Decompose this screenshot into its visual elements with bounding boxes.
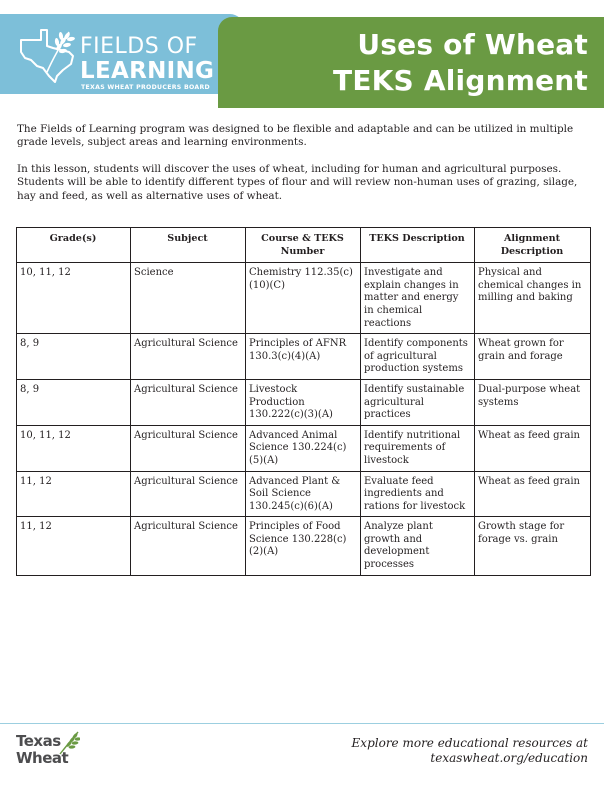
cell-alignment-description: Wheat as feed grain (475, 425, 591, 471)
cell-subject: Agricultural Science (131, 517, 246, 575)
cell-grades: 8, 9 (17, 379, 131, 425)
table-row (17, 425, 591, 471)
column-header-subject: Subject (131, 228, 246, 263)
cell-subject: Science (131, 263, 246, 334)
texas-wheat-logo-texas: Texas (16, 732, 61, 750)
intro-text (17, 123, 587, 203)
logo-text-fields-of: FIELDS OF (80, 34, 198, 59)
fields-of-learning-logo (0, 14, 244, 94)
table-header-row (17, 228, 591, 263)
logo-subline: TEXAS WHEAT PRODUCERS BOARD (81, 84, 210, 91)
cell-grades: 10, 11, 12 (17, 263, 131, 334)
footer-cta-link[interactable]: texaswheat.org/education (430, 751, 588, 765)
cell-course-teks: Principles of Food Science 130.228(c)(2)(A) (246, 517, 361, 575)
cell-teks-description: Identify sustainable agricultural practices (361, 379, 475, 425)
footer-cta (352, 736, 588, 766)
cell-subject: Agricultural Science (131, 425, 246, 471)
page-title-line2: TEKS Alignment (333, 64, 588, 97)
column-header-grades: Grade(s) (17, 228, 131, 263)
cell-subject: Agricultural Science (131, 471, 246, 517)
cell-teks-description: Evaluate feed ingredients and rations for livestock (361, 471, 475, 517)
cell-subject: Agricultural Science (131, 379, 246, 425)
logo-text-learning: LEARNING (80, 58, 215, 84)
table-row (17, 334, 591, 380)
cell-subject: Agricultural Science (131, 334, 246, 380)
teks-alignment-table (16, 227, 591, 576)
wheat-stalk-icon (58, 730, 80, 756)
cell-course-teks: Advanced Plant & Soil Science 130.245(c)(6)(A) (246, 471, 361, 517)
cell-course-teks: Advanced Animal Science 130.224(c)(5)(A) (246, 425, 361, 471)
cell-course-teks: Livestock Production 130.222(c)(3)(A) (246, 379, 361, 425)
cell-grades: 10, 11, 12 (17, 425, 131, 471)
cell-alignment-description: Growth stage for forage vs. grain (475, 517, 591, 575)
column-header-teks-description: TEKS Description (361, 228, 475, 263)
cell-grades: 8, 9 (17, 334, 131, 380)
cell-grades: 11, 12 (17, 517, 131, 575)
texas-wheat-logo-icon (17, 26, 79, 84)
column-header-alignment-description: Alignment Description (475, 228, 591, 263)
table-row (17, 517, 591, 575)
footer-cta-text: Explore more educational resources at (351, 736, 588, 750)
table-row (17, 379, 591, 425)
column-header-course-teks: Course & TEKS Number (246, 228, 361, 263)
cell-teks-description: Investigate and explain changes in matter and energy in chemical reactions (361, 263, 475, 334)
texas-wheat-logo (16, 732, 86, 772)
page-title-line1: Uses of Wheat (357, 28, 588, 61)
cell-course-teks: Principles of AFNR 130.3(c)(4)(A) (246, 334, 361, 380)
footer-divider (0, 723, 604, 724)
table-row (17, 263, 591, 334)
cell-alignment-description: Wheat as feed grain (475, 471, 591, 517)
cell-teks-description: Analyze plant growth and development processes (361, 517, 475, 575)
intro-paragraph-1: The Fields of Learning program was designed to be flexible and adaptable and can be utilized in multiple grade levels, subject areas and learning environments. (17, 123, 574, 149)
title-banner (218, 17, 604, 108)
texas-wheat-logo-wheat: Wheat (16, 749, 69, 767)
cell-course-teks: Chemistry 112.35(c)(10)(C) (246, 263, 361, 334)
cell-grades: 11, 12 (17, 471, 131, 517)
page-header (0, 0, 604, 110)
cell-alignment-description: Wheat grown for grain and forage (475, 334, 591, 380)
cell-alignment-description: Dual-purpose wheat systems (475, 379, 591, 425)
cell-teks-description: Identify nutritional requirements of livestock (361, 425, 475, 471)
cell-teks-description: Identify components of agricultural production systems (361, 334, 475, 380)
cell-alignment-description: Physical and chemical changes in milling and baking (475, 263, 591, 334)
intro-paragraph-2: In this lesson, students will discover the uses of wheat, including for human and agricultural purposes. Students will be able to identify different types of flour and will review non-human uses of grazing, silage, hay and feed, as well as alternative uses of wheat. (17, 162, 578, 202)
table-row (17, 471, 591, 517)
